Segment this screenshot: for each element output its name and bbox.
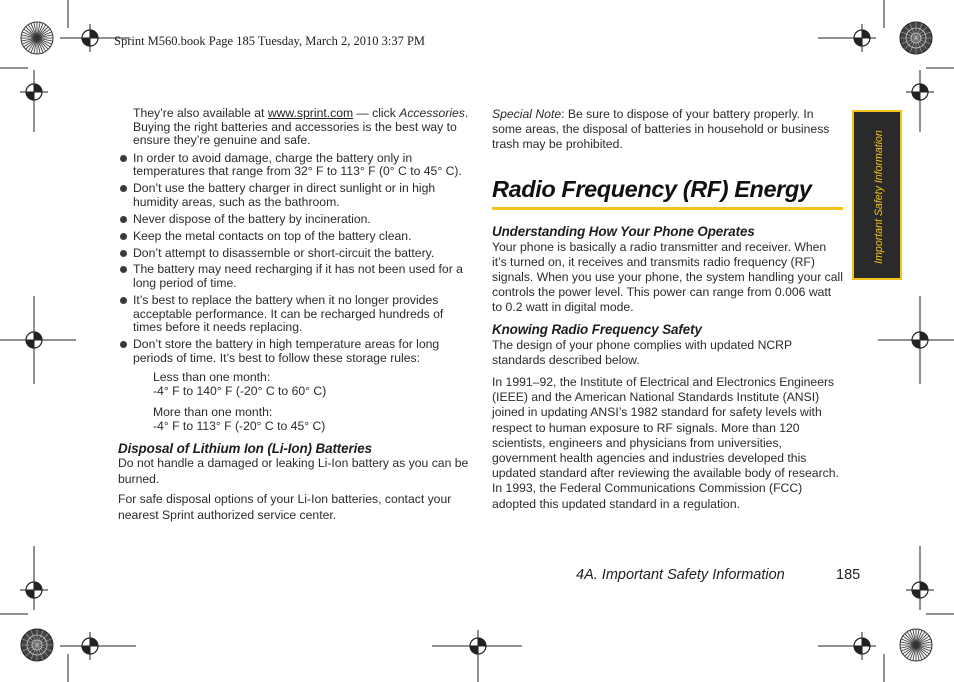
list-item: Keep the metal contacts on top of the battery clean.: [118, 230, 474, 244]
storage-rule-range: -4° F to 140° F (-20° C to 60° C): [153, 383, 327, 398]
storage-rule-short: [153, 371, 474, 398]
disposal-paragraph: For safe disposal options of your Li-Ion batteries, contact your nearest Sprint authorized service center.: [118, 492, 452, 523]
page-title: Radio Frequency (RF) Energy: [492, 175, 812, 202]
section-side-tab: [852, 110, 902, 280]
list-item: The battery may need recharging if it has not been used for a long period of time.: [118, 263, 474, 290]
right-column: [492, 107, 844, 512]
side-tab-label: Important Safety Information: [873, 130, 885, 264]
intro-text-mid: — click: [353, 106, 400, 120]
storage-rule-range: -4° F to 113° F (-20° C to 45° C): [153, 418, 326, 433]
left-column: [118, 107, 474, 523]
section-paragraph: In 1991–92, the Institute of Electrical and Electronics Engineers (IEEE) and the American National Standards Institute (ANSI) joined in updating ANSI’s 1982 standard for safety levels with respect to human exposure to RF signals. More than 120 scientists, engineers and physicians from universities, government health agencies and industries developed this updated standard after reviewing the available body of research. In 1993, the Federal Communications Commission (FCC) adopted this updated standard in a regulation.: [492, 375, 839, 511]
list-item: In order to avoid damage, charge the battery only in temperatures that range from 32° F to 113° F (0° C to 45° C).: [118, 152, 474, 179]
intro-text-after: . Buying the right batteries and accessories is the best way to ensure they’re genuine and safe.: [133, 106, 469, 148]
list-item: Don’t use the battery charger in direct sunlight or in high humidity areas, such as the bathroom.: [118, 182, 474, 209]
page-number: 185: [836, 567, 861, 583]
sprint-website-link[interactable]: www.sprint.com: [267, 106, 354, 120]
disposal-paragraph: Do not handle a damaged or leaking Li-Ion battery as you can be burned.: [118, 456, 469, 487]
accessories-label: Accessories: [399, 106, 465, 120]
section-paragraph: Your phone is basically a radio transmitter and receiver. When it’s turned on, it receives and transmits radio frequency (RF) signals. When you use your phone, the system handling your call controls the power level. This power can range from 0.006 watt to 0.2 watt in digital mode.: [492, 239, 843, 315]
special-note-label: Special Note: [492, 107, 562, 121]
special-note-text: : Be sure to dispose of your battery properly. In some areas, the disposal of batteries in household or business trash may be prohibited.: [492, 107, 830, 152]
print-header: Sprint M560.book Page 185 Tuesday, March 2, 2010 3:37 PM: [114, 34, 426, 48]
list-item: It’s best to replace the battery when it no longer provides acceptable performance. It can be recharged hundreds of times before it needs replacing.: [118, 294, 474, 335]
list-item: Don’t store the battery in high temperature areas for long periods of time. It’s best to follow these storage rules:: [118, 338, 474, 365]
footer-section-title: 4A. Important Safety Information: [576, 567, 785, 583]
section-heading: Knowing Radio Frequency Safety: [492, 321, 702, 337]
accessories-intro: [133, 107, 474, 148]
intro-text-before: They’re also available at: [133, 106, 268, 120]
section-heading: Understanding How Your Phone Operates: [492, 223, 755, 239]
section-paragraph: The design of your phone complies with updated NCRP standards described below.: [492, 337, 792, 367]
storage-rule-label: Less than one month:: [153, 370, 271, 385]
list-item: Never dispose of the battery by incineration.: [118, 213, 474, 227]
special-note: [492, 107, 844, 153]
storage-rule-label: More than one month:: [153, 405, 273, 420]
battery-tips-list: [118, 152, 474, 365]
list-item: Don’t attempt to disassemble or short-circuit the battery.: [118, 247, 474, 261]
title-underline: [492, 207, 843, 210]
disposal-heading: Disposal of Lithium Ion (Li-Ion) Batteries: [118, 440, 372, 456]
storage-rule-long: [153, 406, 474, 433]
